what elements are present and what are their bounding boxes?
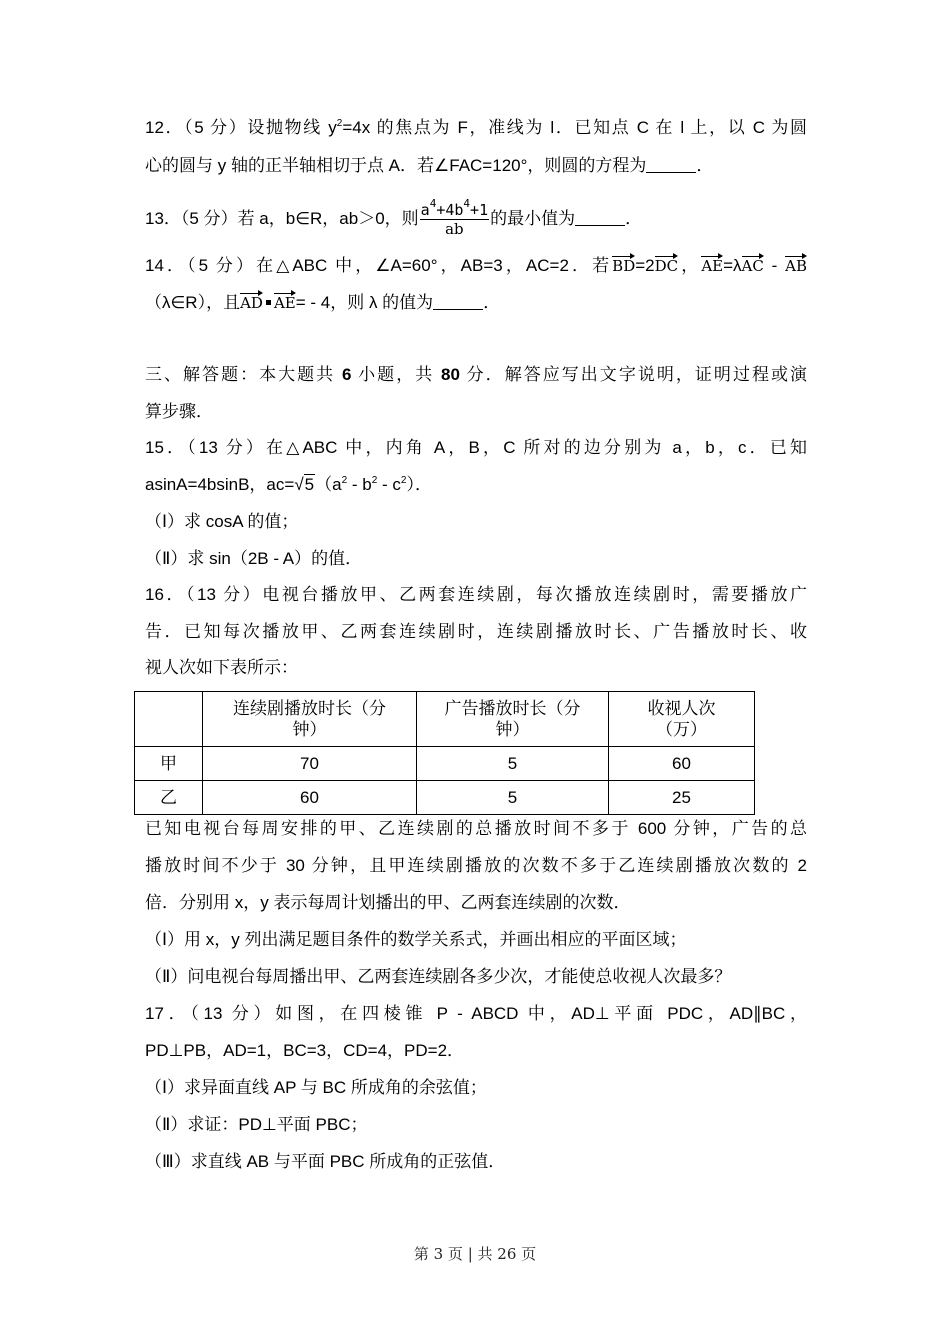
sqrt-expression: √5 <box>294 475 315 494</box>
var-a: a <box>420 201 430 219</box>
q16-line2: 告．已知每次播放甲、乙两套连续剧时，连续剧播放时长、广告播放时长、收 <box>145 622 807 641</box>
table-row <box>135 747 755 781</box>
q15-part1: （Ⅰ）求 cosA 的值； <box>145 512 299 531</box>
vector-ab: AB <box>785 254 807 274</box>
section3-heading <box>145 364 807 386</box>
header-line: 连续剧播放时长（分 <box>233 699 386 718</box>
exponent: 2 <box>341 475 348 486</box>
q14-line2 <box>145 291 500 314</box>
header-line: 收视人次 <box>647 699 716 718</box>
table-header-cell <box>135 692 203 747</box>
vector-bd: BD <box>612 254 635 274</box>
table-cell: 5 <box>417 781 609 815</box>
equals: =2 <box>635 256 655 275</box>
radicand: 5 <box>304 475 315 494</box>
answer-blank <box>646 156 696 173</box>
header-line: （万） <box>656 720 707 739</box>
period: ． <box>696 156 714 175</box>
fraction <box>420 197 489 238</box>
header-line: 钟） <box>495 720 530 739</box>
q16-line3: 视人次如下表所示： <box>145 658 298 677</box>
header-line: 钟） <box>292 720 327 739</box>
table-row <box>135 781 755 815</box>
period: ． <box>625 208 643 228</box>
equals: =λ <box>723 256 742 275</box>
q15-text: - b <box>347 475 372 494</box>
q17-part2: （Ⅱ）求证：PD⊥平面 PBC； <box>145 1115 368 1134</box>
q15-part2: （Ⅱ）求 sin（2B - A）的值． <box>145 549 363 568</box>
q15-text: （a <box>315 475 342 494</box>
table-cell: 5 <box>417 747 609 781</box>
vector-ac: AC <box>742 254 764 274</box>
fraction-denominator: ab <box>445 220 464 238</box>
q12-line2 <box>145 155 713 177</box>
exponent: 2 <box>371 475 378 486</box>
q12-text: 12．（5 分）设抛物线 y <box>145 118 337 137</box>
q16-part2: （Ⅱ）问电视台每周播出甲、乙两套连续剧各多少次，才能使总收视人次最多？ <box>145 967 732 986</box>
period: ． <box>483 293 501 312</box>
q17-part3: （Ⅲ）求直线 AB 与平面 PBC 所成角的正弦值． <box>145 1152 506 1171</box>
table-cell: 乙 <box>135 781 203 815</box>
fraction-numerator <box>420 197 489 220</box>
q15-text: ）． <box>406 475 432 494</box>
term: +1 <box>470 201 489 219</box>
q14-text: = - 4，则 λ 的值为 <box>295 293 434 312</box>
q14-text: （λ∈R），且 <box>145 293 241 312</box>
vector-ae: AE <box>701 254 723 274</box>
q16-after1: 已知电视台每周安排的甲、乙连续剧的总播放时间不多于 600 分钟，广告的总 <box>145 819 807 838</box>
section3-heading-cont: 算步骤． <box>145 402 213 421</box>
vector-dc: DC <box>655 254 679 274</box>
minus: - <box>763 256 786 275</box>
q12-text: 心的圆与 y 轴的正半轴相切于点 A．若∠FAC=120°，则圆的方程为 <box>145 156 647 175</box>
q17-part1: （Ⅰ）求异面直线 AP 与 BC 所成角的余弦值； <box>145 1078 487 1097</box>
q13-line <box>145 197 643 238</box>
q16-after3: 倍．分别用 x，y 表示每周计划播出的甲、乙两套连续剧的次数． <box>145 893 631 912</box>
exponent: 4 <box>463 197 471 210</box>
answer-blank <box>433 293 483 310</box>
q12-text: =4x 的焦点为 F，准线为 l．已知点 C 在 l 上，以 C 为圆 <box>342 118 807 137</box>
q15-text: - c <box>377 475 401 494</box>
table-cell: 25 <box>609 781 755 815</box>
vector-ae: AE <box>274 291 296 311</box>
q13-text: 13．（5 分）若 a，b∈R，ab＞0，则 <box>145 208 419 228</box>
q16-line1: 16．（13 分）电视台播放甲、乙两套连续剧，每次播放连续剧时，需要播放广 <box>145 585 807 604</box>
term: +4b <box>436 201 464 219</box>
exponent: 4 <box>429 197 437 210</box>
header-line: 广告播放时长（分 <box>444 699 581 718</box>
table-cell: 70 <box>203 747 417 781</box>
answer-blank <box>575 209 625 226</box>
dot-product-icon <box>266 300 271 305</box>
section-text: 分．解答应写出文字说明，证明过程或演 <box>459 365 807 384</box>
exponent: 2 <box>336 118 343 129</box>
q14-text: 14．（5 分）在△ABC 中，∠A=60°，AB=3，AC=2．若 <box>145 256 613 275</box>
question-count: 6 <box>341 365 352 384</box>
table-cell: 甲 <box>135 747 203 781</box>
q15-line2 <box>145 474 432 496</box>
table-header-cell <box>203 692 417 747</box>
table-cell: 60 <box>203 781 417 815</box>
broadcast-table <box>134 691 755 815</box>
total-score: 80 <box>441 365 460 384</box>
q15-text: asinA=4bsinB，ac= <box>145 475 295 494</box>
exponent: 2 <box>400 475 407 486</box>
vector-ad: AD <box>240 291 263 311</box>
table-header-cell <box>417 692 609 747</box>
q17-line2: PD⊥PB，AD=1，BC=3，CD=4，PD=2． <box>145 1041 465 1060</box>
q13-text: 的最小值为 <box>490 208 576 228</box>
page-number: 第 3 页 | 共 26 页 <box>413 1245 537 1263</box>
q16-part1: （Ⅰ）用 x，y 列出满足题目条件的数学关系式，并画出相应的平面区域； <box>145 930 687 949</box>
q15-line1: 15．（13 分）在△ABC 中，内角 A，B，C 所对的边分别为 a，b，c．已知 <box>145 438 807 457</box>
table-cell: 60 <box>609 747 755 781</box>
section-text: 三、解答题：本大题共 <box>145 365 342 384</box>
q17-line1: 17．（13 分）如图，在四棱锥 P - ABCD 中，AD⊥平面 PDC，AD∥BC， <box>145 1004 807 1023</box>
comma: ， <box>678 256 702 275</box>
q16-after2: 播放时间不少于 30 分钟，且甲连续剧播放的次数不多于乙连续剧播放次数的 2 <box>145 856 807 875</box>
q12-line1 <box>145 117 807 139</box>
q14-line1 <box>145 254 807 277</box>
table-header-row <box>135 692 755 747</box>
table-header-cell <box>609 692 755 747</box>
section-text: 小题，共 <box>351 365 441 384</box>
